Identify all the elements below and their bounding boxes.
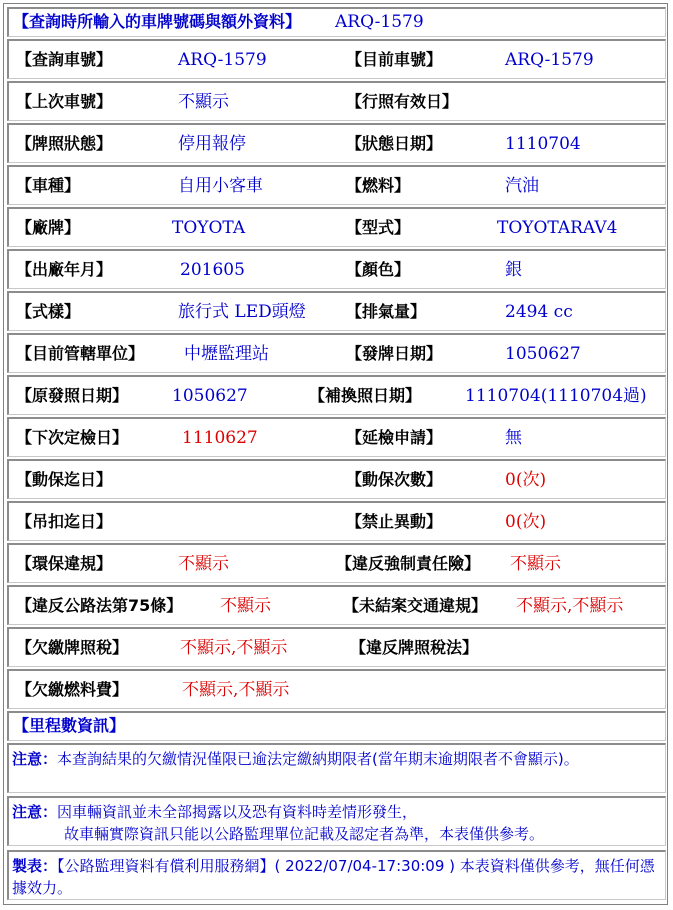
field-value: 銀 (505, 260, 522, 280)
field-label: 【狀態日期】 (346, 134, 443, 153)
note-disclaimer-text (12, 801, 661, 845)
field-label: 【下次定檢日】 (16, 428, 129, 447)
note-source (7, 850, 666, 900)
info-row (7, 669, 666, 709)
note-disclaimer (7, 796, 666, 846)
field-value: 旅行式 LED頭燈 (178, 302, 306, 322)
field-value: 不顯示,不顯示 (182, 680, 290, 700)
field-label: 【排氣量】 (346, 302, 427, 321)
field-label: 【動保迄日】 (16, 470, 113, 489)
field-label: 【未結案交通違規】 (343, 596, 488, 615)
field-value: 1110704 (505, 134, 581, 154)
field-label: 【燃料】 (346, 176, 411, 195)
field-value: 停用報停 (178, 134, 246, 154)
field-label: 【禁止異動】 (346, 512, 443, 531)
field-label: 【動保次數】 (346, 470, 443, 489)
info-row (7, 543, 666, 583)
field-value: 無 (505, 428, 522, 448)
field-value: 0(次) (505, 470, 547, 490)
field-label: 【目前車號】 (346, 50, 443, 69)
info-row (7, 417, 666, 457)
field-value: TOYOTARAV4 (497, 218, 618, 238)
note-source-text (12, 855, 661, 899)
note-line: 因車輛資訊並未全部揭露以及恐有資料時差情形發生， (57, 803, 418, 821)
info-row (7, 375, 666, 415)
info-row (7, 585, 666, 625)
field-value: 0(次) (505, 512, 547, 532)
field-value: 汽油 (505, 176, 539, 196)
field-label: 【顏色】 (346, 260, 411, 279)
field-label: 【延檢申請】 (346, 428, 443, 447)
field-label: 【違反牌照稅法】 (350, 638, 479, 657)
note-overdue-text (12, 748, 661, 770)
header-title: 【查詢時所輸入的車牌號碼與額外資料】 (13, 12, 302, 31)
field-value: 1050627 (172, 386, 248, 406)
field-value: 不顯示 (178, 92, 229, 112)
field-label: 【廠牌】 (16, 218, 81, 237)
field-label: 【吊扣迄日】 (16, 512, 113, 531)
field-label: 【上次車號】 (16, 92, 113, 111)
field-label: 【違反公路法第75條】 (16, 596, 183, 615)
field-label: 【型式】 (346, 218, 411, 237)
field-label: 【發牌日期】 (346, 344, 443, 363)
info-row (7, 291, 666, 331)
field-label: 【欠繳牌照稅】 (16, 638, 129, 657)
field-label: 【環保違規】 (16, 554, 113, 573)
field-label: 【牌照狀態】 (16, 134, 113, 153)
field-value: 不顯示 (510, 554, 561, 574)
field-value: ARQ-1579 (505, 50, 594, 70)
info-row (7, 39, 666, 79)
info-row (7, 249, 666, 289)
field-label: 【欠繳燃料費】 (16, 680, 129, 699)
field-value: 201605 (180, 260, 245, 280)
field-label: 【查詢車號】 (16, 50, 113, 69)
field-value: 不顯示,不顯示 (516, 596, 624, 616)
info-row (7, 627, 666, 667)
field-label: 【原發照日期】 (16, 386, 129, 405)
info-row (7, 165, 666, 205)
field-label: 【車種】 (16, 176, 81, 195)
field-label: 【式樣】 (16, 302, 81, 321)
field-value: 1110627 (182, 428, 258, 448)
field-value: ARQ-1579 (178, 50, 267, 70)
field-value: 不顯示 (220, 596, 271, 616)
field-label: 【違反強制責任險】 (336, 554, 481, 573)
header-plate: ARQ-1579 (335, 12, 424, 32)
field-value: TOYOTA (172, 218, 246, 238)
info-row (7, 123, 666, 163)
info-row (7, 81, 666, 121)
info-row (7, 459, 666, 499)
info-row (7, 501, 666, 541)
mileage-section (7, 711, 666, 741)
field-value: 不顯示,不顯示 (180, 638, 288, 658)
note-label: 注意： (12, 750, 58, 768)
field-value: 2494 cc (505, 302, 573, 322)
field-label: 【行照有效日】 (346, 92, 459, 111)
note-line: 故車輛實際資訊只能以公路監理單位記載及認定者為準，本表僅供參考。 (64, 825, 545, 843)
field-value: 自用小客車 (178, 176, 263, 196)
field-label: 【出廠年月】 (16, 260, 113, 279)
note-label: 製表： (12, 857, 58, 875)
info-row (7, 207, 666, 247)
field-label: 【目前管轄單位】 (16, 344, 145, 363)
note-label: 注意： (12, 803, 58, 821)
field-value: 1110704(1110704過) (465, 386, 647, 406)
field-value: 中壢監理站 (184, 344, 269, 364)
field-value: 1050627 (505, 344, 581, 364)
mileage-label: 【里程數資訊】 (13, 716, 126, 735)
note-body: 【公路監理資料有償利用服務網】( 2022/07/04-17:30:09 ) 本表資料僅供參考，無任何憑據效力。 (12, 857, 655, 897)
field-label: 【補換照日期】 (309, 386, 422, 405)
info-row (7, 333, 666, 373)
query-header (7, 7, 666, 37)
field-value: 不顯示 (178, 554, 229, 574)
note-overdue (7, 743, 666, 793)
note-body: 本查詢結果的欠繳情況僅限已逾法定繳納期限者(當年期末逾期限者不會顯示)。 (57, 750, 579, 768)
